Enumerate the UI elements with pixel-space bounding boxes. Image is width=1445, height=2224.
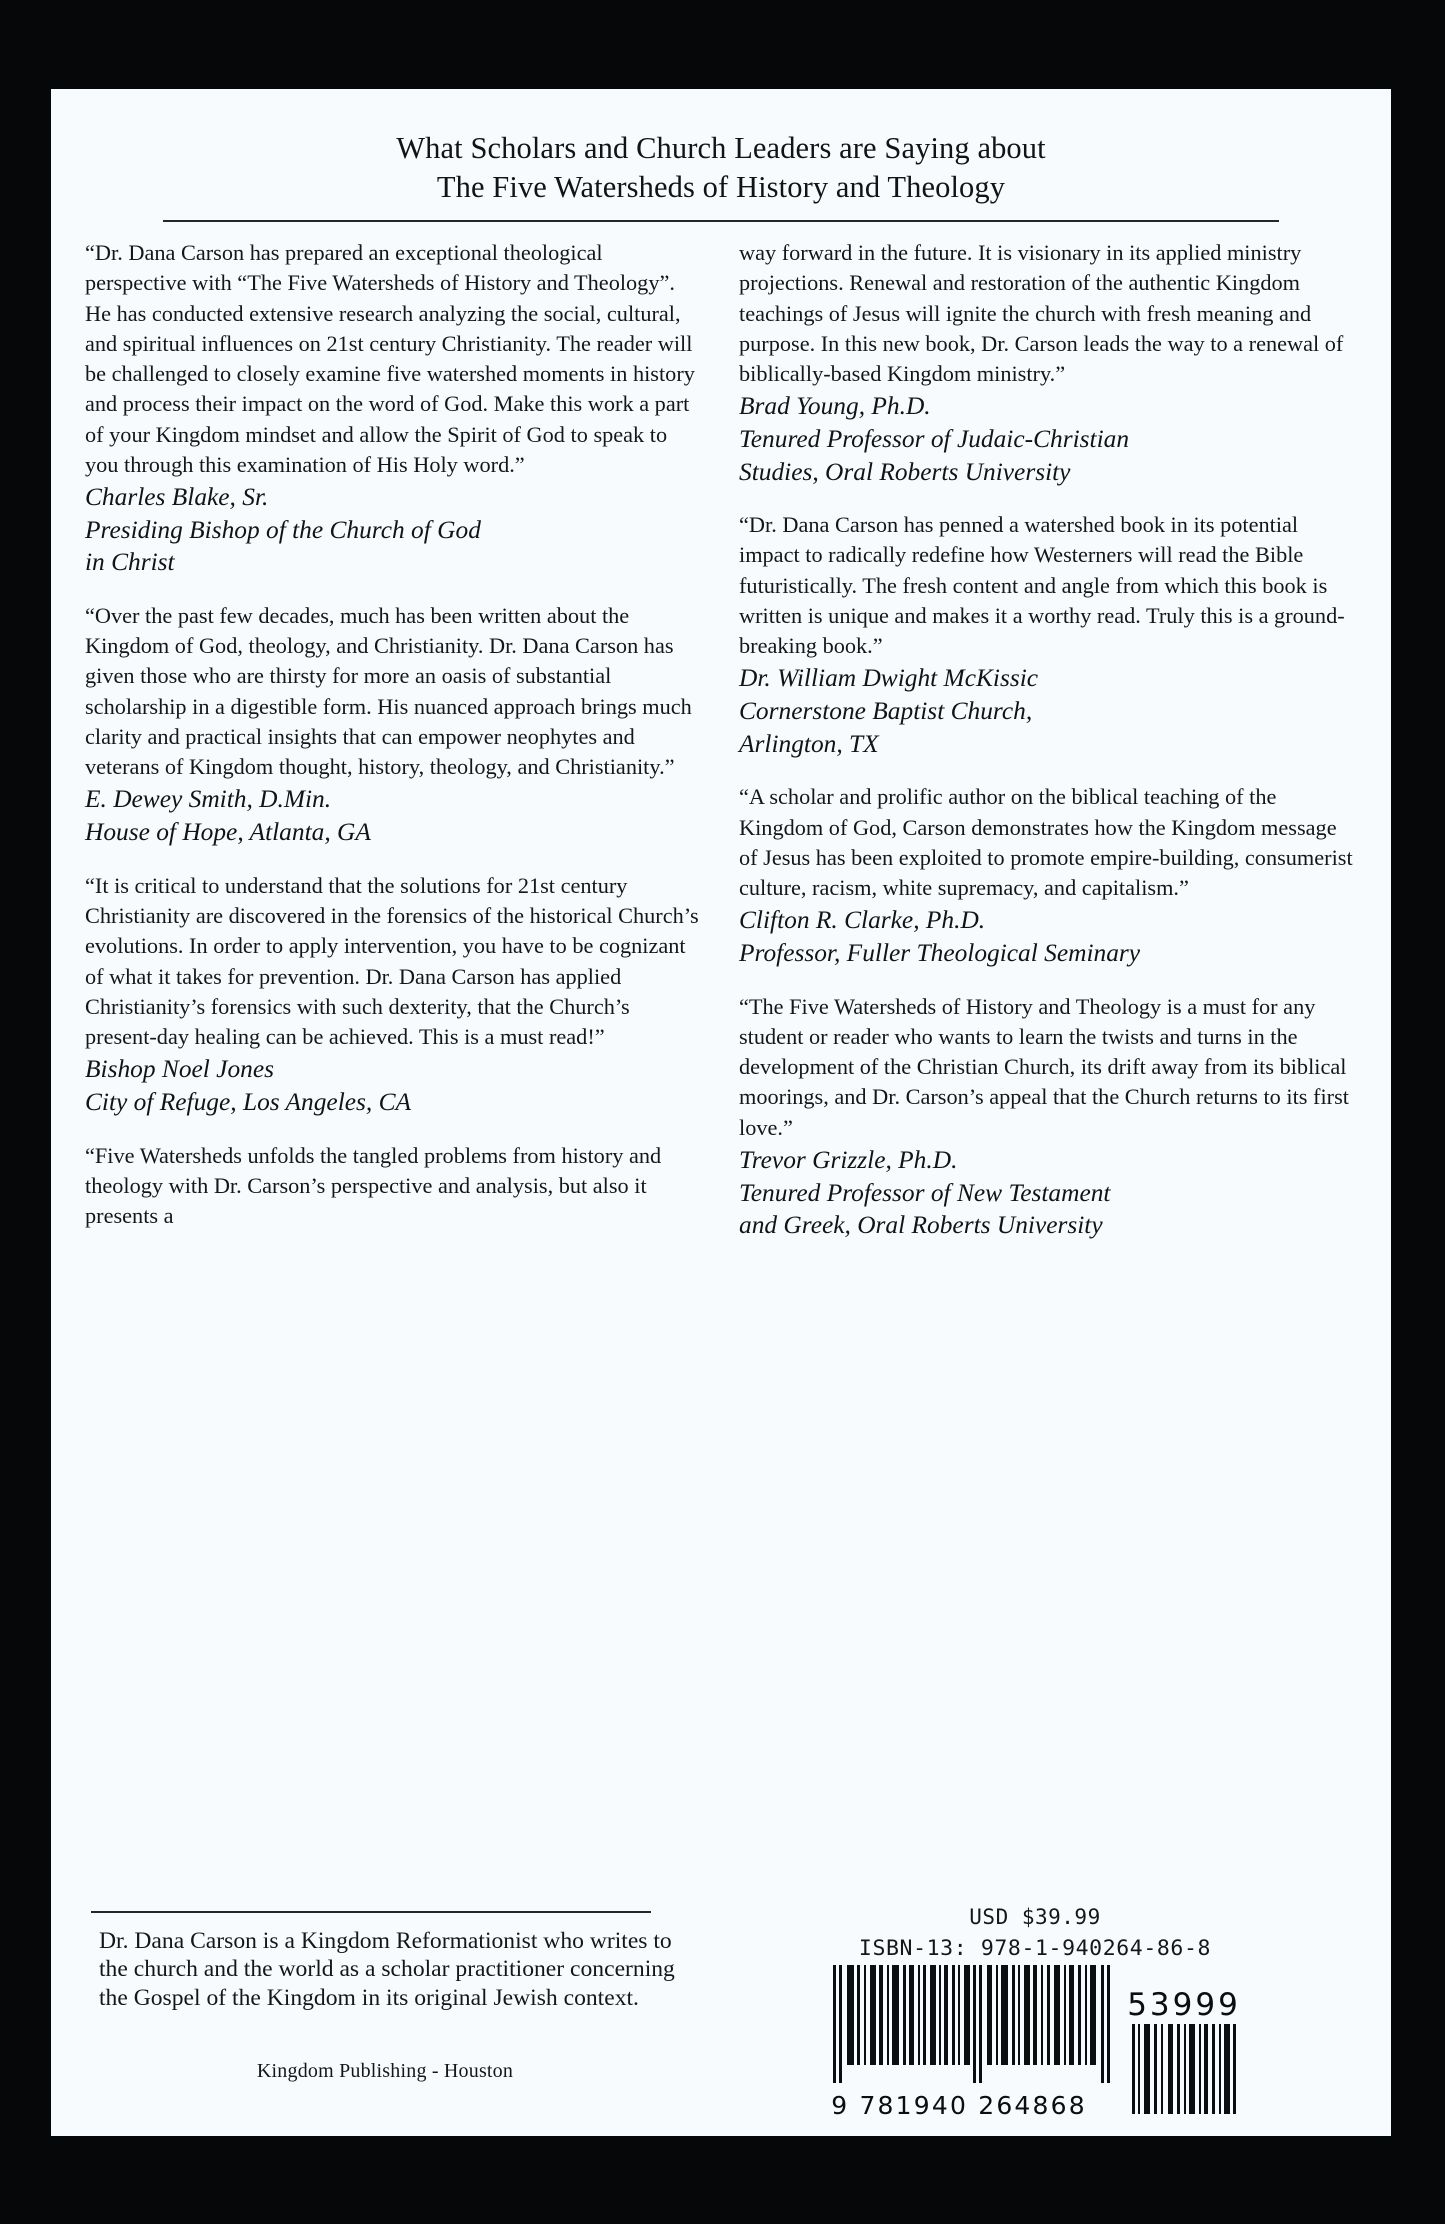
endorsement-quote: “A scholar and prolific author on the biblical teaching of the Kingdom of God, Carson demonstrates how the Kingdom message of Jesus has been exploited to promote empire-building, consumerist culture, racism, white supremacy, and capitalism.”: [739, 784, 1353, 901]
left-column: [85, 238, 703, 1242]
attribution-line: Professor, Fuller Theological Seminary: [739, 939, 1141, 968]
barcode-section: [685, 1905, 1357, 2120]
cover-footer: [85, 1905, 1357, 2126]
endorsements-columns: [85, 238, 1357, 1242]
endorsement-clarke: [739, 782, 1357, 969]
attribution-line: E. Dewey Smith, D.Min.: [85, 785, 332, 814]
endorsement-attribution: [85, 783, 703, 848]
attribution-line: Bishop Noel Jones: [85, 1055, 274, 1084]
page-title: [85, 129, 1357, 207]
book-back-cover: [51, 89, 1391, 2136]
endorsement-quote: way forward in the future. It is visionary in its applied ministry projections. Renewal and restoration of the authentic Kingdom teachings of Jesus will ignite the church with fresh meaning and purpose. In this new book, Dr. Carson leads the way to a renewal of biblically-based Kingdom ministry.”: [739, 240, 1344, 387]
page-title-line-2: The Five Watersheds of History and Theology: [436, 170, 1006, 205]
footer-divider: [91, 1911, 651, 1913]
ean13-barcode: [829, 1965, 1119, 2120]
endorsement-grizzle: [739, 992, 1357, 1242]
publisher-imprint: Kingdom Publishing - Houston: [256, 2059, 514, 2082]
attribution-line: Clifton R. Clarke, Ph.D.: [739, 906, 986, 935]
endorsement-jones: [85, 871, 703, 1119]
author-bio: Dr. Dana Carson is a Kingdom Reformationist who writes to the church and the world as a scholar practitioner concerning the Gospel of the Kingdom in its original Jewish context.: [99, 1928, 675, 2011]
endorsement-quote: “Five Watersheds unfolds the tangled problems from history and theology with Dr. Carson’s perspective and analysis, but also it presents a: [85, 1142, 662, 1229]
ean13-digits: 9 781940 264868: [831, 2091, 1087, 2120]
endorsement-attribution: [85, 1053, 703, 1118]
endorsement-continued-start: [85, 1141, 703, 1232]
endorsement-attribution: [739, 904, 1357, 969]
header-divider: [163, 220, 1279, 222]
attribution-line: Tenured Professor of Judaic-Christian: [739, 424, 1130, 453]
price-label: USD $39.99: [969, 1905, 1101, 1929]
attribution-line: Studies, Oral Roberts University: [739, 457, 1071, 486]
right-column: [739, 238, 1357, 1242]
price-addon-barcode: [1127, 1987, 1241, 2120]
endorsement-attribution: [739, 1144, 1357, 1242]
endorsement-young: [739, 238, 1357, 488]
attribution-line: Presiding Bishop of the Church of God: [85, 515, 481, 544]
isbn-label: ISBN-13: 978-1-940264-86-8: [858, 1936, 1212, 1961]
endorsement-quote: “Dr. Dana Carson has prepared an exceptional theological perspective with “The Five Watersheds of History and Theology”. He has conducted extensive research analyzing the social, cultural, and spiritual influences on 21st century Christianity. The reader will be challenged to closely examine five watershed moments in history and process their impact on the word of God. Make this work a part of your Kingdom mindset and allow the Spirit of God to speak to you through this examination of His Holy word.”: [85, 240, 695, 477]
endorsement-mckissic: [739, 510, 1357, 760]
attribution-line: Dr. William Dwight McKissic: [739, 664, 1039, 693]
endorsement-quote: “The Five Watersheds of History and Theology is a must for any student or reader who wants to learn the twists and turns in the development of the Christian Church, its drift away from its biblical moorings, and Dr. Carson’s appeal that the Church returns to its first love.”: [739, 993, 1349, 1140]
attribution-line: Trevor Grizzle, Ph.D.: [739, 1145, 958, 1174]
attribution-line: Arlington, TX: [739, 729, 879, 758]
addon-bars-svg: [1130, 2024, 1238, 2120]
endorsement-blake: [85, 238, 703, 579]
attribution-line: City of Refuge, Los Angeles, CA: [85, 1087, 412, 1116]
attribution-line: Tenured Professor of New Testament: [739, 1178, 1111, 1207]
addon-digits: 53999: [1127, 1987, 1241, 2023]
attribution-line: House of Hope, Atlanta, GA: [85, 818, 371, 847]
barcode-group: [829, 1965, 1241, 2120]
attribution-line: Charles Blake, Sr.: [85, 483, 269, 512]
endorsement-attribution: [739, 390, 1357, 488]
endorsement-attribution: [85, 481, 703, 579]
attribution-line: in Christ: [85, 548, 175, 577]
endorsement-quote: “Over the past few decades, much has been written about the Kingdom of God, theology, and Christianity. Dr. Dana Carson has given those who are thirsty for more an oasis of substantial scholarship in a digestible form. His nuanced approach brings much clarity and practical insights that can empower neophytes and veterans of Kingdom thought, history, theology, and Christianity.”: [85, 602, 692, 780]
endorsement-smith: [85, 601, 703, 849]
attribution-line: Brad Young, Ph.D.: [739, 392, 931, 421]
endorsement-quote: “It is critical to understand that the solutions for 21st century Christianity are discovered in the forensics of the historical Church’s evolutions. In order to apply intervention, you have to be cognizant of what it takes for prevention. Dr. Dana Carson has applied Christianity’s forensics with such dexterity, that the Church’s present-day healing can be achieved. This is a must read!”: [85, 872, 699, 1050]
author-bio-section: [85, 1905, 685, 2083]
attribution-line: Cornerstone Baptist Church,: [739, 697, 1033, 726]
attribution-line: and Greek, Oral Roberts University: [739, 1211, 1103, 1240]
ean13-bars-svg: [829, 1965, 1119, 2093]
page-title-line-1: What Scholars and Church Leaders are Saying about: [396, 131, 1046, 165]
endorsement-attribution: [739, 662, 1357, 760]
endorsement-quote: “Dr. Dana Carson has penned a watershed book in its potential impact to radically redefine how Westerners will read the Bible futuristically. The fresh content and angle from which this book is written is unique and makes it a worthy read. Truly this is a ground-breaking book.”: [739, 512, 1345, 659]
